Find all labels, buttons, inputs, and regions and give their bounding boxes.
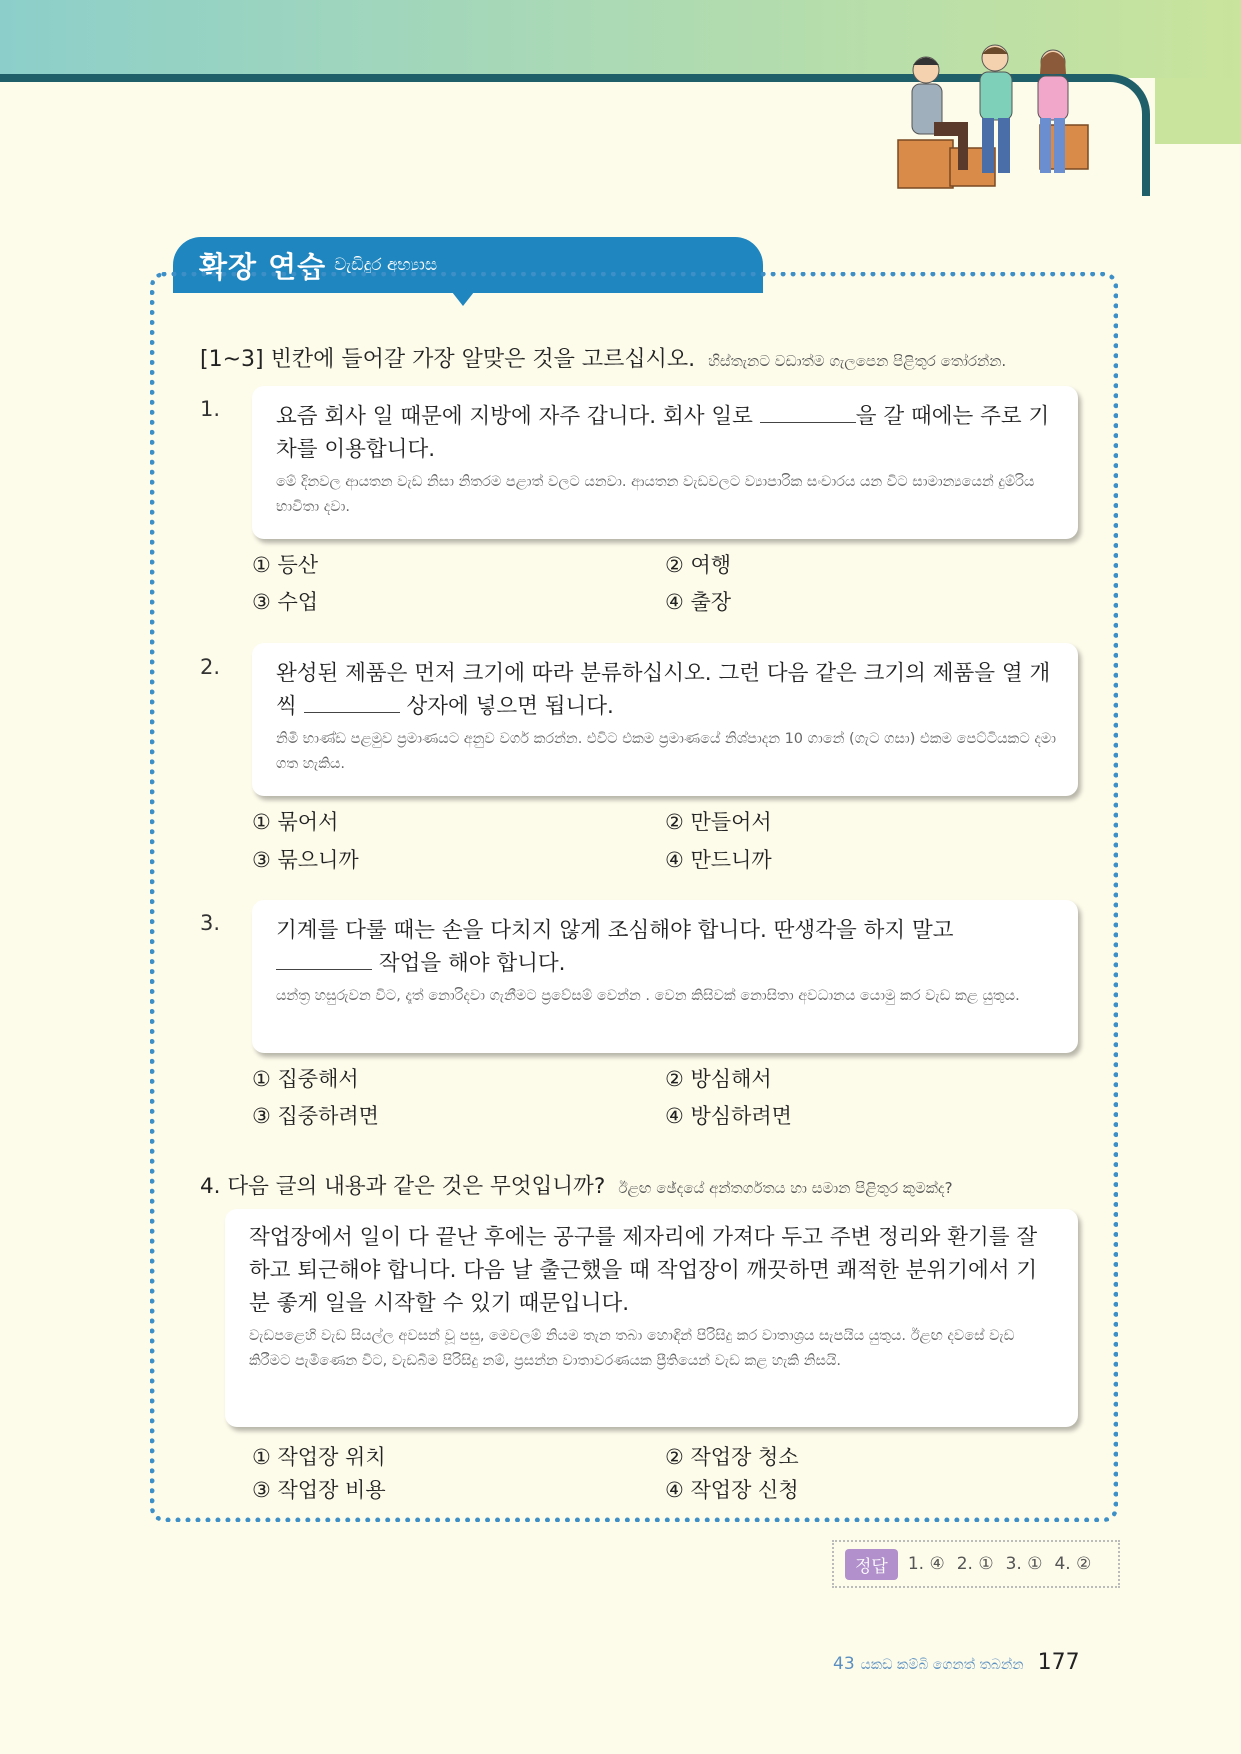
question-1-option-1[interactable]: ① 등산 (252, 553, 319, 577)
question-3-text-before: 기계를 다룰 때는 손을 다치지 않게 조심해야 합니다. 딴생각을 하지 말고 (276, 918, 954, 943)
question-3-option-4[interactable]: ④ 방심하려면 (665, 1104, 792, 1128)
question-2-option-3[interactable]: ③ 묶으니까 (252, 848, 359, 872)
question-4-option-3[interactable]: ③ 작업장 비용 (252, 1478, 386, 1502)
question-4-translation: වැඩපළෙහි වැඩ සියල්ල අවසන් වූ පසු, මෙවලම් නියම තැන තබා හොඳින් පිරිසිදු කර වාතාශ්‍රය සැපයිය යුතුය. ඊළඟ දවසේ වැඩ කිරීමට පැමිණෙන විට, වැඩබිම පිරිසිදු නම්, ප්‍රසන්න වාතාවරණයක ප්‍රීතියෙන් වැඩ කළ හැකි නිසයි. (249, 1328, 1015, 1369)
question-3-number: 3. (200, 911, 221, 935)
question-4-prompt-translation: ඊළඟ ඡේදයේ අන්තර්ගතය හා සමාන පිළිතුර කුමක්ද? (618, 1179, 953, 1197)
question-3-blank (276, 969, 372, 970)
question-1-text-before: 요즘 회사 일 때문에 지방에 자주 갑니다. 회사 일로 (276, 404, 760, 429)
question-1-box (252, 386, 1078, 539)
people-talking-illustration (890, 40, 1100, 200)
question-3-translation: යන්ත්‍ර හසුරුවන විට, දෑත් නොරිදවා ගැනීමට ප්‍රවේසම් වෙන්න . වෙන කිසිවක් නොසිතා අවධානය යොමු කර වැඩ කළ යුතුය. (276, 988, 1020, 1004)
question-1-translation: මේ දිනවල ආයතන වැඩ නිසා නිතරම පළාත් වලට යනවා. ආයතන වැඩවලට ව්‍යාපාරික සංචාරය යන විට සාමාන්‍යයෙන් දුම්රිය භාවිතා දවා. (276, 474, 1035, 515)
question-1-option-4[interactable]: ④ 출장 (665, 590, 732, 614)
question-2-option-2[interactable]: ② 만들어서 (665, 810, 772, 834)
question-3-option-3[interactable]: ③ 집중하려면 (252, 1104, 379, 1128)
answer-1: 1. ④ (907, 1554, 945, 1574)
lesson-number: 43 (833, 1654, 855, 1674)
header-side-band (1155, 78, 1241, 144)
question-3-text-after: 작업을 해야 합니다. (372, 951, 566, 976)
lesson-title: යකඩ කම්බි ගෙනත් තබන්න (860, 1657, 1024, 1673)
question-4-prompt: 4. 다음 글의 내용과 같은 것은 무엇입니까? (200, 1174, 606, 1199)
answer-4: 4. ② (1054, 1554, 1092, 1574)
question-2-blank (304, 712, 400, 713)
answer-key-label: 정답 (845, 1549, 898, 1580)
instruction-text: [1~3] 빈칸에 들어갈 가장 알맞은 것을 고르십시오. (200, 347, 696, 372)
question-4-passage-box (225, 1209, 1078, 1427)
question-2-option-4[interactable]: ④ 만드니까 (665, 848, 772, 872)
question-2-text (276, 657, 1056, 723)
question-2-text-after: 상자에 넣으면 됩니다. (399, 694, 614, 719)
question-1-number: 1. (200, 397, 221, 421)
answer-2: 2. ① (956, 1554, 994, 1574)
question-1-text-after: 을 갈 때에는 주로 기차를 이용합니다. (276, 404, 1050, 462)
question-1-option-3[interactable]: ③ 수업 (252, 590, 319, 614)
question-2-text-before: 완성된 제품은 먼저 크기에 따라 분류하십시오. 그런 다음 같은 크기의 제품을 열 개씩 (276, 661, 1051, 719)
answer-3: 3. ① (1005, 1554, 1043, 1574)
question-4-option-4[interactable]: ④ 작업장 신청 (665, 1478, 799, 1502)
page-footer (833, 1650, 1133, 1675)
question-3-box (252, 900, 1078, 1053)
question-4-option-2[interactable]: ② 작업장 청소 (665, 1445, 799, 1469)
question-4-option-1[interactable]: ① 작업장 위치 (252, 1445, 386, 1469)
instruction-translation: හිස්තැනට වඩාත්ම ගැලපෙන පිළිතුර තෝරන්න. (708, 352, 1007, 370)
question-1-text (276, 400, 1056, 466)
question-3-text (276, 914, 1056, 980)
question-3-option-1[interactable]: ① 집중해서 (252, 1067, 359, 1091)
page-number: 177 (1037, 1650, 1080, 1675)
question-1-blank (760, 422, 856, 423)
question-2-translation: නිමි භාණ්ඩ පළමුව ප්‍රමාණයට අනුව වර්ග කරන්න. එවිට එකම ප්‍රමාණයේ නිශ්පාදන 10 ගානේ (ගැට ගසා) එකම පෙට්ටියකට දමා ගත හැකිය. (276, 731, 1056, 772)
section-subtitle: වැඩිදුර අභ්‍යාස (334, 255, 438, 275)
question-4-prompt-row (200, 1169, 1080, 1200)
question-2-box (252, 643, 1078, 796)
answer-key (832, 1540, 1120, 1588)
question-1-option-2[interactable]: ② 여행 (665, 553, 732, 577)
question-2-number: 2. (200, 655, 221, 679)
question-2-option-1[interactable]: ① 묶어서 (252, 810, 339, 834)
question-3-option-2[interactable]: ② 방심해서 (665, 1067, 772, 1091)
section-title: 확장 연습 (199, 249, 327, 284)
question-4-passage: 작업장에서 일이 다 끝난 후에는 공구를 제자리에 가져다 두고 주변 정리와 환기를 잘 하고 퇴근해야 합니다. 다음 날 출근했을 때 작업장이 깨끗하면 쾌적한 분위기에서 기분 좋게 일을 시작할 수 있기 때문입니다. (249, 1225, 1038, 1316)
instruction (200, 342, 1080, 373)
